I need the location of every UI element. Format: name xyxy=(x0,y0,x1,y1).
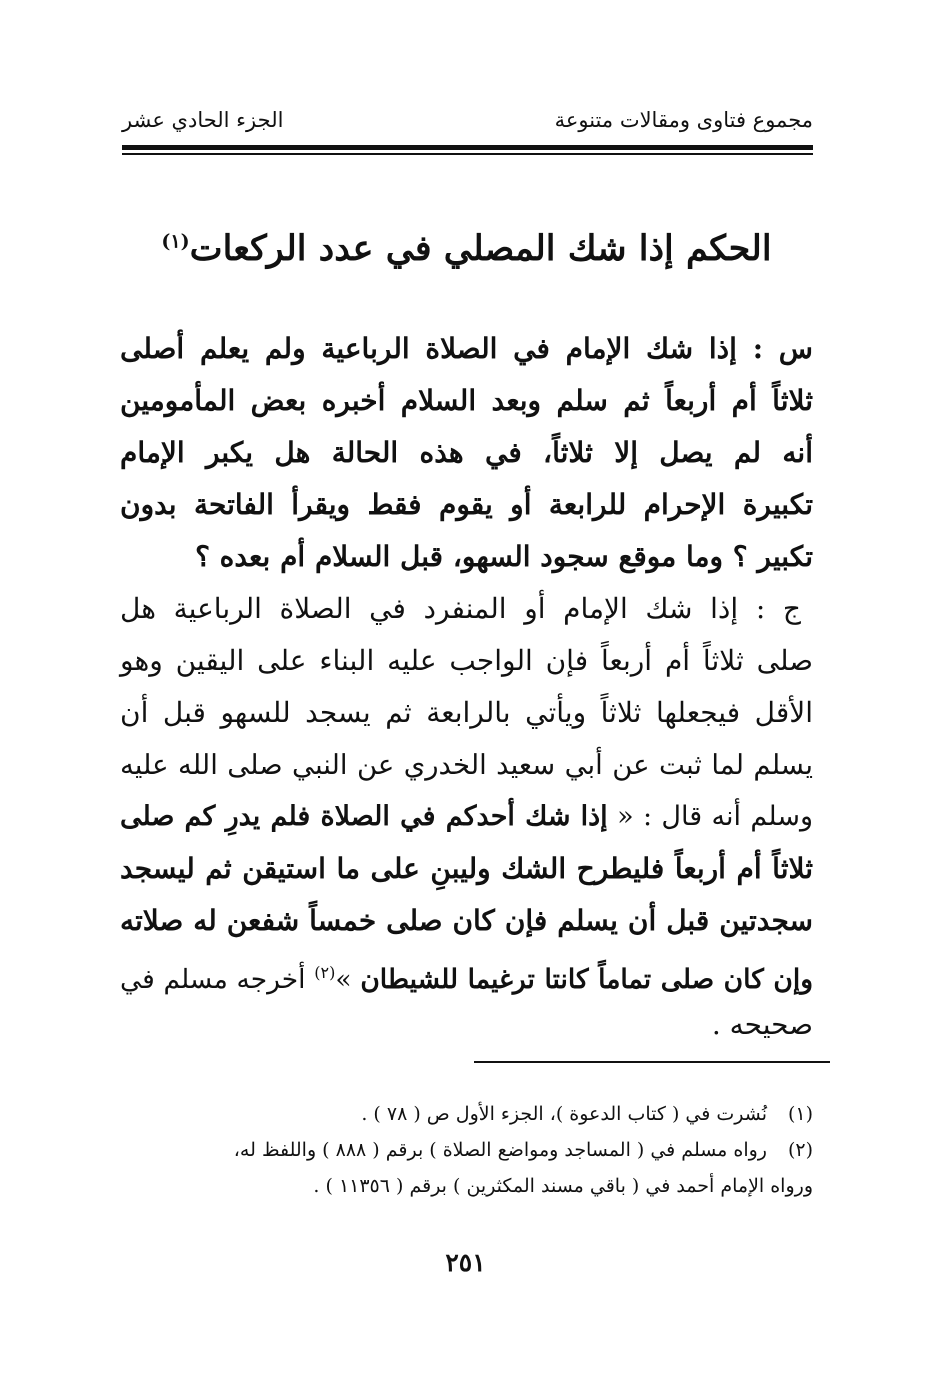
footnote-separator xyxy=(474,1061,830,1063)
answer-line xyxy=(120,947,813,999)
answer-line: ج : إذا شك الإمام أو المنفرد في الصلاة الرباعية هل xyxy=(120,592,801,625)
book-title: مجموع فتاوى ومقالات متنوعة xyxy=(554,108,813,132)
question-line: ثلاثاً أم أربعاً ثم سلم وبعد السلام أخبره بعض المأمومين xyxy=(120,384,813,417)
page-title xyxy=(120,228,813,269)
hadith-line: ثلاثاً أم أربعاً فليطرح الشك وليبنِ على ما استيقن ثم ليسجد xyxy=(120,852,813,885)
footnote-text: نُشرت في ( كتاب الدعوة )، الجزء الأول ص ( ٧٨ ) . xyxy=(361,1103,767,1125)
footnote-2 xyxy=(120,1132,813,1168)
answer-line: الأقل فيجعلها ثلاثاً ويأتي بالرابعة ثم يسجد للسهو قبل أن xyxy=(120,696,813,729)
running-header xyxy=(122,108,813,144)
footnote-number: (٢) xyxy=(787,1139,813,1161)
answer-text: أخرجه مسلم في xyxy=(120,963,315,995)
page-number: ٢٥١ xyxy=(445,1248,486,1277)
answer-line: صحيحه . xyxy=(711,1008,813,1041)
title-text: الحكم إذا شك المصلي في عدد الركعات xyxy=(189,228,772,269)
answer-line xyxy=(120,791,813,843)
header-rule-thick xyxy=(122,145,813,150)
question-line: تكبيرة الإحرام للرابعة أو يقوم فقط ويقرأ الفاتحة بدون xyxy=(120,488,813,521)
answer-line: يسلم لما ثبت عن أبي سعيد الخدري عن النبي صلى الله عليه xyxy=(120,749,813,781)
answer-text: وسلم أنه قال : « xyxy=(607,801,813,832)
question-line: س : إذا شك الإمام في الصلاة الرباعية ولم يعلم أصلى xyxy=(120,332,813,365)
hadith-text: وإن كان صلى تماماً كانتا ترغيما للشيطان xyxy=(360,963,813,995)
question-line: تكبير ؟ وما موقع سجود السهو، قبل السلام أم بعده ؟ xyxy=(195,540,813,573)
question-block xyxy=(120,323,813,583)
hadith-footnote-ref: (٢) xyxy=(314,963,336,982)
hadith-close: » xyxy=(335,963,361,995)
volume-label: الجزء الحادي عشر xyxy=(122,108,284,132)
hadith-text: إذا شك أحدكم في الصلاة فلم يدرِ كم صلى xyxy=(120,801,608,832)
footnote-1 xyxy=(120,1096,813,1132)
footnote-2-continuation: ورواه الإمام أحمد في ( باقي مسند المكثرين ) برقم ( ١١٣٥٦ ) . xyxy=(313,1175,813,1197)
hadith-line: سجدتين قبل أن يسلم فإن كان صلى خمساً شفعن له صلاته xyxy=(120,904,813,937)
answer-block xyxy=(120,583,813,1051)
header-rule-thin xyxy=(122,153,813,155)
answer-line: صلى ثلاثاً أم أربعاً فإن الواجب عليه البناء على اليقين وهو xyxy=(120,644,813,677)
question-line: أنه لم يصل إلا ثلاثاً، في هذه الحالة هل يكبر الإمام xyxy=(120,436,814,469)
title-footnote-ref: (١) xyxy=(161,230,190,253)
footnote-text: رواه مسلم في ( المساجد ومواضع الصلاة ) برقم ( ٨٨٨ ) واللفظ له، xyxy=(233,1139,767,1161)
footnote-number: (١) xyxy=(787,1103,813,1125)
footnotes xyxy=(120,1096,813,1204)
